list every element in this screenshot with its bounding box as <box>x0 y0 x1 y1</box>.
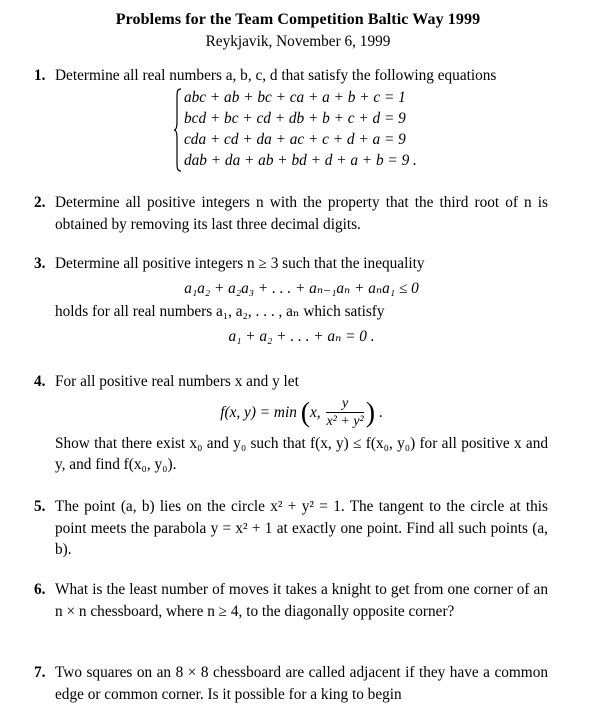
problem-number: 5. <box>34 498 46 515</box>
problem-text: Show that there exist x₀ and y₀ such that f(x, y) ≤ f(x₀, y₀) for all positive x and y, and find f(x₀, y₀). <box>55 434 548 473</box>
problem-4 <box>34 371 548 476</box>
fraction <box>326 395 363 430</box>
problem-number: 7. <box>34 664 46 681</box>
problem-intro: For all positive real numbers x and y let <box>55 373 299 390</box>
inequality-equation: a₁a₂ + a₂a₃ + . . . + aₙ₋₁aₙ + aₙa₁ ≤ 0 <box>184 279 419 297</box>
problem-number: 2. <box>34 194 46 211</box>
fraction-numerator: y <box>326 395 363 413</box>
problem-number: 3. <box>34 255 46 272</box>
problem-intro: Determine all real numbers a, b, c, d that satisfy the following equations <box>55 67 497 84</box>
problem-7 <box>34 662 548 705</box>
sum-equation: a₁ + a₂ + . . . + aₙ = 0 . <box>228 327 375 345</box>
left-paren: ( <box>300 396 311 428</box>
problem-text: Determine all positive integers n with the property that the third root of n is obtained by removing its last three decimal digits. <box>55 194 548 233</box>
problem-1 <box>34 65 548 173</box>
formula-lhs: f(x, y) = min <box>220 403 297 421</box>
right-paren: ) <box>365 396 376 428</box>
problem-text: The point (a, b) lies on the circle x² + y² = 1. The tangent to the circle at this point meets the parabola y = x² + 1 at exactly one point. Find all such points (a, b). <box>55 498 548 558</box>
equation-line: cda + cd + da + ac + c + d + a = 9 <box>184 130 406 148</box>
problem-intro: Determine all positive integers n ≥ 3 such that the inequality <box>55 255 425 272</box>
formula-period: . <box>378 403 383 421</box>
problem-number: 4. <box>34 373 46 390</box>
problem-text: What is the least number of moves it takes a knight to get from one corner of an n × n chessboard, where n ≥ 4, to the diagonally opposite corner? <box>55 581 548 620</box>
equation-system <box>174 87 434 173</box>
equation-line: abc + ab + bc + ca + a + b + c = 1 <box>184 88 406 106</box>
problem-middle-text: holds for all real numbers a₁, a₂, . . . , aₙ which satisfy <box>55 303 385 320</box>
problem-2 <box>34 192 548 235</box>
problem-text: Two squares on an 8 × 8 chessboard are called adjacent if they have a common edge or common corner. Is it possible for a king to begin <box>55 664 548 703</box>
function-definition <box>55 393 548 433</box>
problem-6 <box>34 579 548 622</box>
fraction-denominator: x² + y² <box>326 414 364 430</box>
page-title: Problems for the Team Competition Baltic Way 1999 <box>115 11 481 28</box>
problem-number: 6. <box>34 581 46 598</box>
problem-5 <box>34 496 548 561</box>
equation-line: bcd + bc + cd + db + b + c + d = 9 <box>184 109 406 127</box>
equation-line: dab + da + ab + bd + d + a + b = 9 . <box>184 151 417 169</box>
problem-number: 1. <box>34 67 46 84</box>
page-subtitle: Reykjavik, November 6, 1999 <box>205 33 391 50</box>
left-brace-icon <box>174 88 182 172</box>
formula-x: x, <box>310 403 321 421</box>
problem-3 <box>34 253 548 347</box>
